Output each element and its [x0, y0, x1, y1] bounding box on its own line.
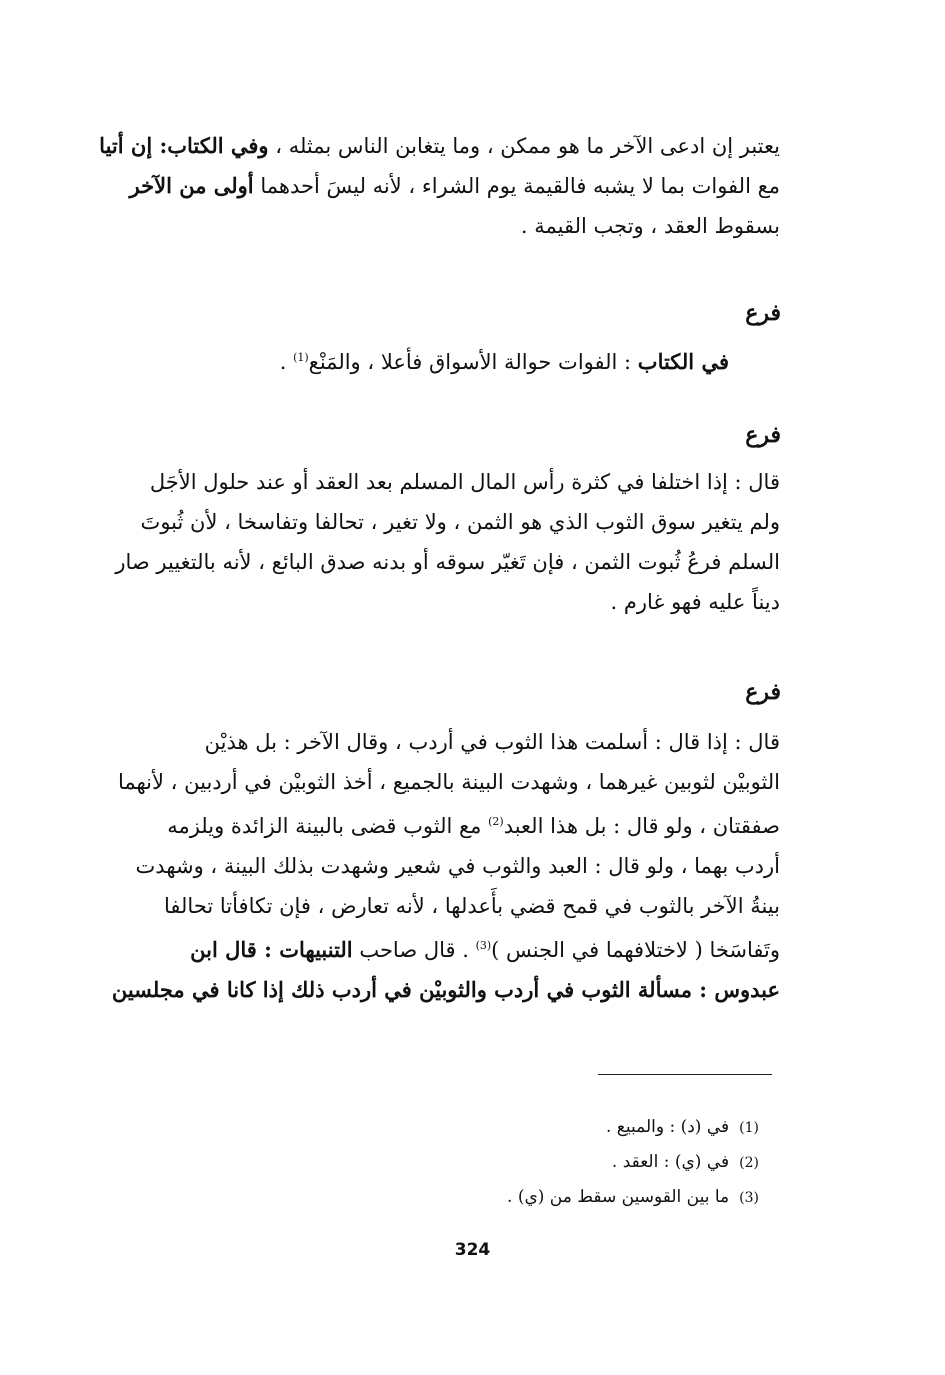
paragraph-2-line-1	[280, 338, 729, 382]
bold-term: التنبيهات : قال ابن	[190, 937, 353, 962]
paragraph-4-line-6	[108, 926, 780, 970]
paragraph-4-line-4: أردب بهما ، ولو قال : العبد والثوب في شعير وشهدت بذلك البينة ، وشهدت	[135, 854, 780, 878]
footnote-text: في (د) : والمبيع .	[606, 1117, 730, 1137]
paragraph-3-line-2: ولم يتغير سوق الثوب الذي هو الثمن ، ولا تغير ، تحالفا وتفاسخا ، لأن ثُبوتَ	[140, 510, 780, 534]
paragraph-1-line-1	[99, 126, 780, 166]
footnote-ref: (3)	[475, 939, 492, 952]
footnote-number: (2)	[739, 1155, 759, 1171]
footnotes	[507, 1110, 759, 1215]
paragraph-3-line-1: قال : إذا اختلفا في كثرة رأس المال المسلم بعد العقد أو عند حلول الأجَل	[149, 470, 780, 494]
footnote-divider	[598, 1074, 772, 1075]
paragraph-3	[108, 462, 780, 622]
text-run: .	[279, 350, 294, 374]
paragraph-4-line-7: عبدوس : مسألة الثوب في أردب والثوبيْن في أردب ذلك إذا كانا في مجلسين	[111, 977, 780, 1002]
paragraph-3-line-3: السلم فرعُ ثُبوت الثمن ، فإن تَغيّر سوقه أو بدنه صدق البائع ، لأنه بالتغيير صار	[115, 550, 780, 574]
paragraph-3-line-4: ديناً عليه فهو غارم .	[610, 590, 780, 614]
footnote-number: (1)	[739, 1120, 759, 1136]
footnote-item	[507, 1110, 759, 1145]
page-number: 324	[454, 1240, 491, 1260]
bold-term: أولى من الآخر	[129, 173, 254, 198]
paragraph-1-line-3: بسقوط العقد ، وتجب القيمة .	[520, 214, 780, 238]
bold-term: وفي الكتاب	[167, 133, 269, 158]
footnote-number: (3)	[739, 1190, 759, 1206]
bold-term: في الكتاب	[637, 349, 729, 374]
paragraph-4-line-1: قال : إذا قال : أسلمت هذا الثوب في أردب ، وقال الآخر : بل هذيْن	[204, 730, 780, 754]
section-heading-1: فرع	[745, 300, 781, 326]
section-heading-2: فرع	[745, 422, 781, 448]
text-run: مع الثوب قضى بالبينة الزائدة ويلزمه	[167, 814, 489, 838]
paragraph-1	[99, 126, 780, 246]
text-run: وتَفاسَخا ( لاختلافهما في الجنس )	[491, 938, 780, 962]
text-run: مع الفوات بما لا يشبه فالقيمة يوم الشراء ، لأنه ليسَ أحدهما	[253, 174, 780, 198]
footnote-text: في (ي) : العقد .	[611, 1152, 730, 1172]
footnote-ref: (2)	[488, 815, 504, 828]
paragraph-4-line-3	[108, 802, 780, 846]
paragraph-2	[280, 338, 729, 382]
footnote-item	[507, 1180, 759, 1215]
paragraph-4-line-2: الثوبيْن لثوبين غيرهما ، وشهدت البينة بالجميع ، أخذ الثوبيْن في أردبين ، لأنهما	[117, 770, 780, 794]
text-run: : إن أتيا	[99, 133, 168, 158]
footnote-item	[507, 1145, 759, 1180]
text-run: يعتبر إن ادعى الآخر ما هو ممكن ، وما يتغابن الناس بمثله ،	[268, 134, 780, 158]
text-run: صفقتان ، ولو قال : بل هذا العبد	[503, 814, 780, 838]
footnote-text: ما بين القوسين سقط من (ي) .	[507, 1187, 730, 1207]
footnote-ref: (1)	[293, 351, 309, 364]
section-heading-3: فرع	[745, 679, 781, 705]
paragraph-4	[108, 722, 780, 1010]
paragraph-4-line-5: بينةُ الآخر بالثوب في قمح قضي بأَعدلها ، لأنه تعارض ، فإن تكافأتا تحالفا	[164, 894, 780, 918]
paragraph-1-line-2	[108, 166, 780, 206]
text-run: : الفوات حوالة الأسواق فأعلا ، والمَنْع	[308, 350, 638, 374]
text-run: . قال صاحب	[352, 938, 476, 962]
